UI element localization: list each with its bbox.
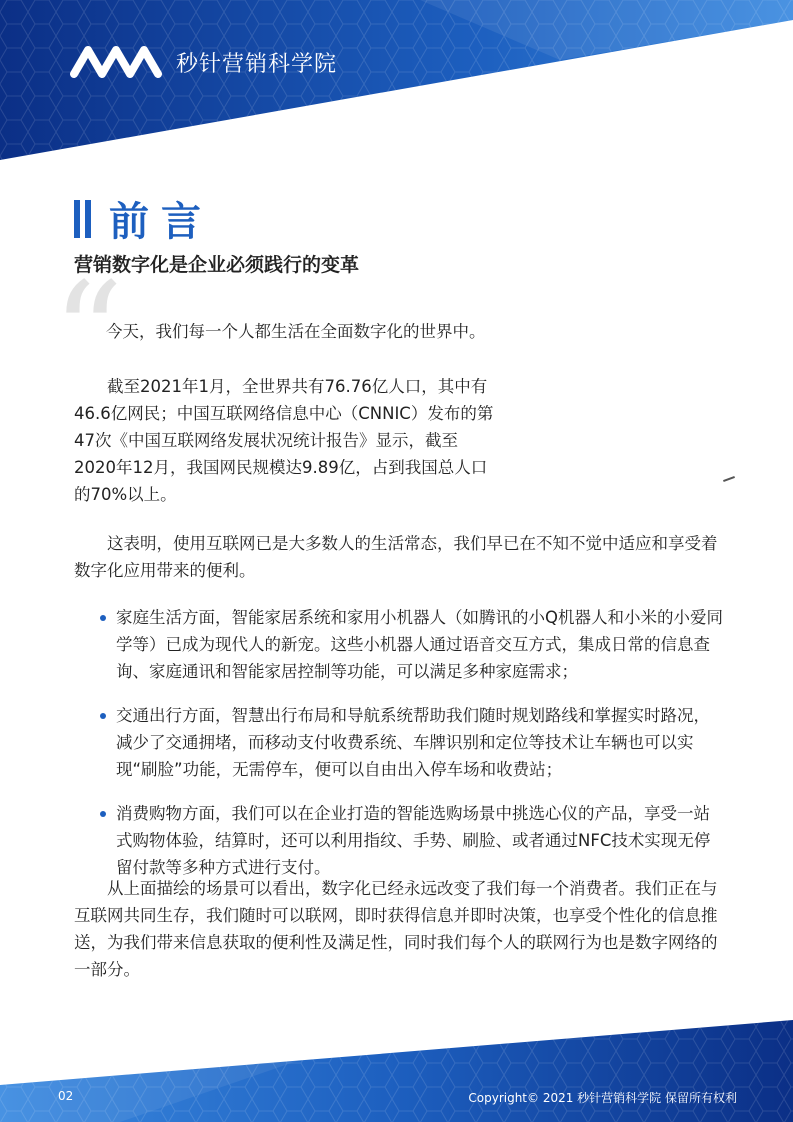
brand-name: 秒针营销科学院 xyxy=(176,51,338,77)
page-number: 02 xyxy=(58,1089,74,1103)
brand-logo-icon xyxy=(70,40,162,84)
section-title-row xyxy=(74,190,213,247)
paragraph-conclusion: 这表明，使用互联网已是大多数人的生活常态，我们早已在不知不觉中适应和享受着数字化应用带来的便利。 xyxy=(74,534,718,580)
quote-close-icon xyxy=(723,476,735,482)
brand xyxy=(70,40,337,84)
page-title: 前言 xyxy=(109,199,213,245)
list-item xyxy=(100,604,725,685)
paragraph-summary: 从上面描绘的场景可以看出，数字化已经永远改变了我们每一个消费者。我们正在与互联网共同生存，我们随时可以联网，即时获得信息并即时决策，也享受个性化的信息推送，为我们带来信息获取的便利性及满足性，同时我们每个人的联网行为也是数字网络的一部分。 xyxy=(74,879,718,979)
bullet-dot-icon xyxy=(100,811,106,817)
bullet-dot-icon xyxy=(100,713,106,719)
copyright-text: Copyright© 2021 秒针营销科学院 保留所有权利 xyxy=(468,1091,737,1105)
header-banner xyxy=(0,0,793,170)
paragraph-intro: 今天，我们每一个人都生活在全面数字化的世界中。 xyxy=(106,322,486,341)
page-subtitle: 营销数字化是企业必须践行的变革 xyxy=(74,254,360,276)
bullet-dot-icon xyxy=(100,615,106,621)
list-item xyxy=(100,702,725,783)
list-item-text: 交通出行方面，智慧出行布局和导航系统帮助我们随时规划路线和掌握实时路况，减少了交通拥堵，而移动支付收费系统、车牌识别和定位等技术让车辆也可以实现“刷脸”功能，无需停车，便可以自由出入停车场和收费站； xyxy=(116,706,710,779)
title-bars-icon xyxy=(74,200,91,238)
bullet-list xyxy=(100,604,725,881)
list-item xyxy=(100,800,725,881)
list-item-text: 消费购物方面，我们可以在企业打造的智能选购场景中挑选心仪的产品，享受一站式购物体验，结算时，还可以利用指纹、手势、刷脸、或者通过NFC技术实现无停留付款等多种方式进行支付。 xyxy=(116,804,711,877)
list-item-text: 家庭生活方面，智能家居系统和家用小机器人（如腾讯的小Q机器人和小米的小爱同学等）已成为现代人的新宠。这些小机器人通过语音交互方式，集成日常的信息查询、家庭通讯和智能家居控制等功能，可以满足多种家庭需求； xyxy=(116,608,723,681)
quote-open-icon: “ xyxy=(52,253,124,416)
paragraph-statistics: 截至2021年1月，全世界共有76.76亿人口，其中有46.6亿网民；中国互联网络信息中心（CNNIC）发布的第47次《中国互联网络发展状况统计报告》显示，截至2020年12月，我国网民规模达9.89亿，占到我国总人口的70%以上。 xyxy=(74,377,494,504)
